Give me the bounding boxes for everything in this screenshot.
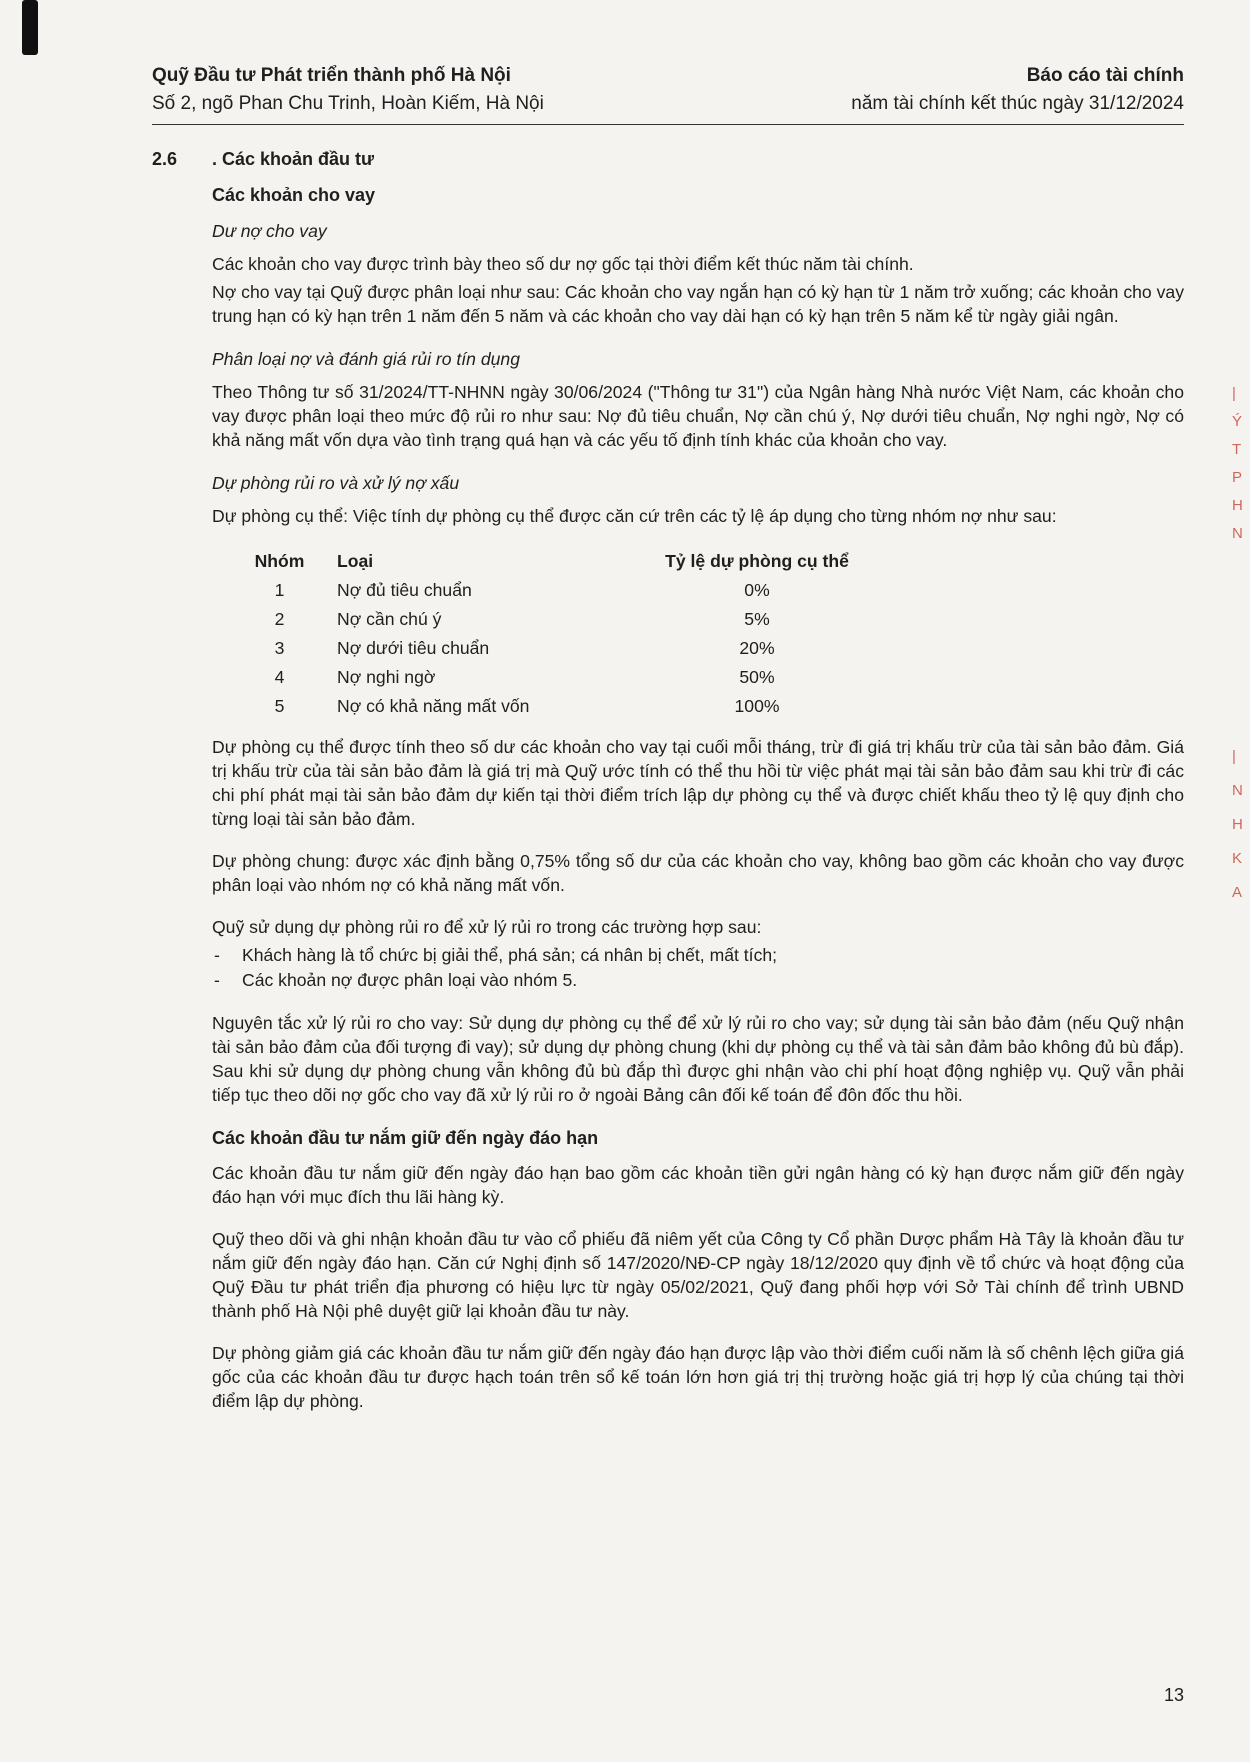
classification-heading: Phân loại nợ và đánh giá rủi ro tín dụng — [212, 349, 520, 369]
table-cell: 20% — [739, 638, 775, 658]
table-cell: Nợ đủ tiêu chuẩn — [337, 580, 472, 600]
table-cell: 50% — [739, 667, 775, 687]
table-cell: 1 — [274, 580, 285, 600]
paragraph: Dự phòng giảm giá các khoản đầu tư nắm giữ đến ngày đáo hạn được lập vào thời điểm cuối năm là số chênh lệch giữa giá gốc của các khoản đầu tư được hạch toán trên sổ kế toán lớn hơn giá trị thị trường hoặc giá trị hợp lý của chúng tại thời điểm lập dự phòng. — [212, 1343, 1184, 1411]
table-cell: 100% — [734, 696, 780, 716]
stamp-mark: | Ý T P H N — [1232, 385, 1243, 542]
loans-heading: Các khoản cho vay — [212, 185, 376, 205]
table-row — [222, 663, 877, 692]
list-item: - Khách hàng là tổ chức bị giải thể, phá sản; cá nhân bị chết, mất tích; — [212, 943, 1184, 968]
provision-rate-table — [222, 546, 877, 721]
org-name: Quỹ Đầu tư Phát triển thành phố Hà Nội — [152, 65, 511, 86]
section-title: . Các khoản đầu tư — [212, 149, 375, 169]
table-row — [222, 605, 877, 634]
main-content — [152, 146, 1184, 1431]
paragraph: Các khoản đầu tư nắm giữ đến ngày đáo hạn bao gồm các khoản tiền gửi ngân hàng có kỳ hạn được nắm giữ đến ngày đáo hạn với mục đích thu lãi hàng kỳ. — [212, 1163, 1184, 1207]
section-body — [212, 146, 1184, 1413]
report-period: năm tài chính kết thúc ngày 31/12/2024 — [851, 93, 1184, 114]
table-cell: 2 — [274, 609, 285, 629]
column-header: Loại — [337, 550, 374, 571]
table-cell: Nợ có khả năng mất vốn — [337, 696, 530, 716]
table-cell: 3 — [274, 638, 285, 658]
table-cell: 5% — [744, 609, 770, 629]
header-left — [152, 62, 544, 118]
table-row — [222, 576, 877, 605]
table-cell: Nợ cần chú ý — [337, 609, 442, 629]
paragraph: Các khoản cho vay được trình bày theo số dư nợ gốc tại thời điểm kết thúc năm tài chính. — [212, 254, 914, 274]
column-header: Nhóm — [254, 550, 305, 571]
paragraph: Quỹ theo dõi và ghi nhận khoản đầu tư vào cổ phiếu đã niêm yết của Công ty Cổ phần Dược phẩm Hà Tây là khoản đầu tư nắm giữ đến ngày đáo hạn. Căn cứ Nghị định số 147/2020/NĐ-CP ngày 18/12/2020 quy định về tổ chức và hoạt động của Quỹ Đầu tư phát triển địa phương có hiệu lực từ ngày 05/02/2021, Quỹ đang phối hợp với Sở Tài chính để trình UBND thành phố Hà Nội phê duyệt giữ lại khoản đầu tư này. — [212, 1229, 1184, 1321]
htm-heading: Các khoản đầu tư nắm giữ đến ngày đáo hạn — [212, 1128, 599, 1148]
table-row — [222, 634, 877, 663]
paragraph: Dự phòng chung: được xác định bằng 0,75% tổng số dư của các khoản cho vay, không bao gồm các khoản cho vay được phân loại vào nhóm nợ có khả năng mất vốn. — [212, 851, 1184, 895]
outstanding-heading: Dư nợ cho vay — [212, 221, 327, 241]
stamp-mark: | N H K A — [1232, 748, 1243, 901]
provision-heading: Dự phòng rủi ro và xử lý nợ xấu — [212, 473, 460, 493]
table-cell: 5 — [274, 696, 285, 716]
paragraph: Quỹ sử dụng dự phòng rủi ro để xử lý rủi ro trong các trường hợp sau: — [212, 917, 762, 937]
header-divider — [152, 124, 1184, 125]
table-row — [222, 692, 877, 721]
table-cell: 0% — [744, 580, 770, 600]
paragraph: Nguyên tắc xử lý rủi ro cho vay: Sử dụng dự phòng cụ thể để xử lý rủi ro cho vay; sử dụng tài sản bảo đảm (nếu Quỹ nhận tài sản bảo đảm của đối tượng đi vay); sử dụng dự phòng chung (khi dự phòng cụ thể và tài sản đảm bảo không đủ bù đắp). Sau khi sử dụng dự phòng chung vẫn không đủ bù đắp thì được ghi nhận vào chi phí hoạt động nghiệp vụ. Quỹ vẫn phải tiếp tục theo dõi nợ gốc cho vay đã xử lý rủi ro ở ngoài Bảng cân đối kế toán để đôn đốc thu hồi. — [212, 1013, 1184, 1105]
column-header: Tỷ lệ dự phòng cụ thể — [665, 550, 849, 571]
list-item: - Các khoản nợ được phân loại vào nhóm 5. — [212, 968, 1184, 993]
table-cell: Nợ nghi ngờ — [337, 667, 436, 687]
section-number: 2.6 — [152, 149, 178, 169]
paragraph: Nợ cho vay tại Quỹ được phân loại như sau: Các khoản cho vay ngắn hạn có kỳ hạn từ 1 năm trở xuống; các khoản cho vay trung hạn có kỳ hạn trên 1 năm đến 5 năm và các khoản cho vay dài hạn có kỳ hạn trên 5 năm kể từ ngày giải ngân. — [212, 282, 1184, 326]
paragraph: Theo Thông tư số 31/2024/TT-NHNN ngày 30/06/2024 ("Thông tư 31") của Ngân hàng Nhà nước Việt Nam, các khoản cho vay được phân loại theo mức độ rủi ro như sau: Nợ đủ tiêu chuẩn, Nợ cần chú ý, Nợ dưới tiêu chuẩn, Nợ nghi ngờ, Nợ có khả năng mất vốn dựa vào tình trạng quá hạn và các yếu tố định tính khác của khoản cho vay. — [212, 382, 1184, 450]
binder-mark — [22, 0, 38, 55]
org-address: Số 2, ngõ Phan Chu Trinh, Hoàn Kiếm, Hà Nội — [152, 93, 544, 114]
header-right — [851, 62, 1184, 118]
table-header-row — [222, 546, 877, 576]
page-number: 13 — [1163, 1685, 1184, 1705]
paragraph: Dự phòng cụ thể: Việc tính dự phòng cụ thể được căn cứ trên các tỷ lệ áp dụng cho từng nhóm nợ như sau: — [212, 506, 1057, 526]
table-cell: Nợ dưới tiêu chuẩn — [337, 638, 490, 658]
bullet-list — [212, 943, 1184, 993]
paragraph: Dự phòng cụ thể được tính theo số dư các khoản cho vay tại cuối mỗi tháng, trừ đi giá trị khấu trừ của tài sản bảo đảm. Giá trị khấu trừ của tài sản bảo đảm là giá trị mà Quỹ ước tính có thể thu hồi từ việc phát mại tài sản bảo đảm sau khi trừ đi các chi phí phát mại tài sản bảo đảm dự kiến tại thời điểm trích lập dự phòng cụ thể và được chiết khấu theo tỷ lệ quy định cho từng loại tài sản bảo đảm. — [212, 737, 1184, 829]
table-cell: 4 — [274, 667, 285, 687]
report-title: Báo cáo tài chính — [1026, 65, 1184, 86]
